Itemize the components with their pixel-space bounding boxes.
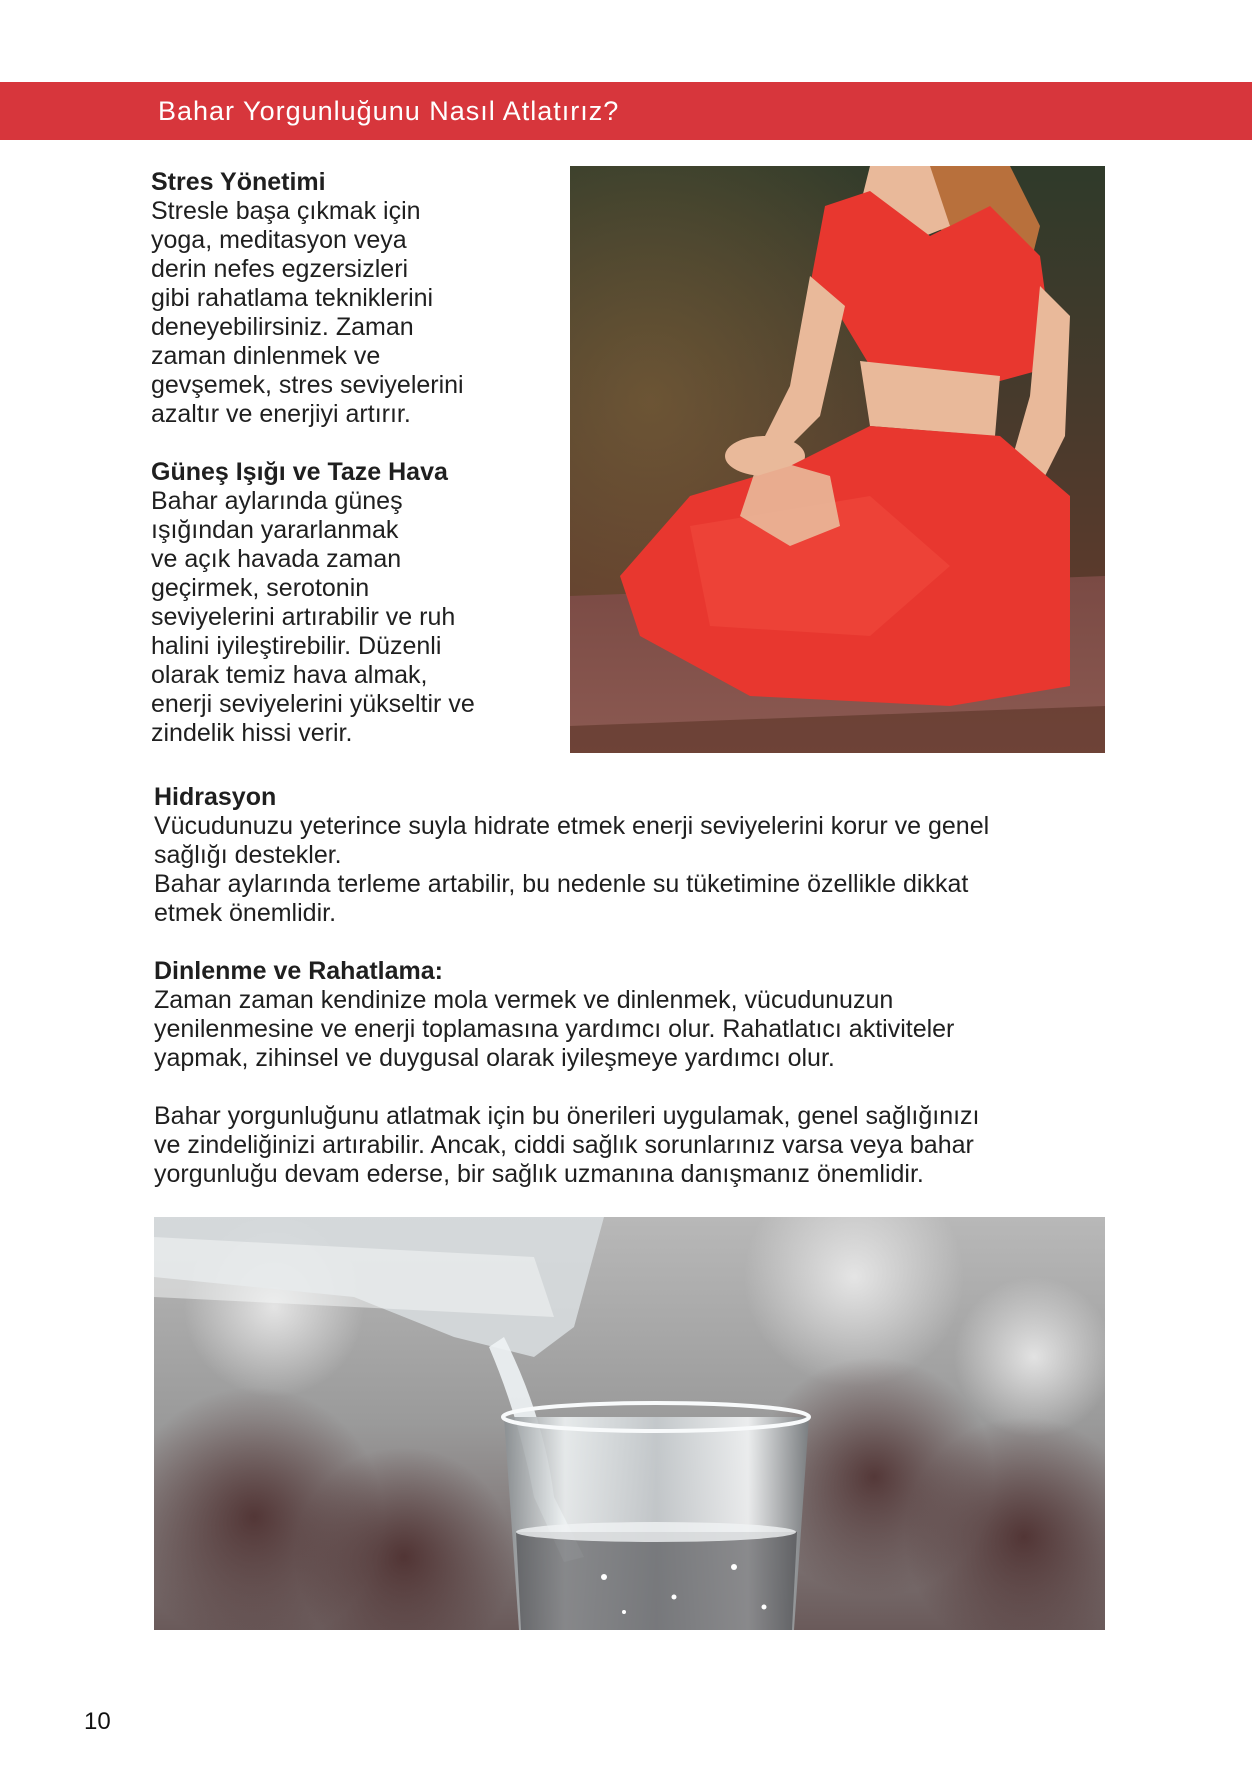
- text-line: Bahar aylarında güneş: [151, 487, 403, 515]
- text-line: ışığından yararlanmak: [151, 516, 399, 544]
- text-line: Bahar yorgunluğunu atlatmak için bu önerileri uygulamak, genel sağlığınızı: [154, 1102, 980, 1130]
- text-line: deneyebilirsiniz. Zaman: [151, 313, 414, 341]
- text-line: gevşemek, stres seviyelerini: [151, 371, 464, 399]
- text-line: azaltır ve enerjiyi artırır.: [151, 400, 411, 428]
- section-heading: Dinlenme ve Rahatlama:: [154, 957, 443, 985]
- text-line: Stresle başa çıkmak için: [151, 197, 421, 225]
- text-line: sağlığı destekler.: [154, 841, 342, 869]
- text-line: derin nefes egzersizleri: [151, 255, 409, 283]
- conclusion: [154, 1102, 1114, 1189]
- text-line: zindelik hissi verir.: [151, 719, 353, 747]
- page-number: 10: [84, 1708, 111, 1735]
- section-rest: [154, 957, 1114, 1073]
- text-line: Bahar aylarında terleme artabilir, bu nedenle su tüketimine özellikle dikkat: [154, 870, 969, 898]
- section-stress: [151, 168, 551, 429]
- text-line: gibi rahatlama tekniklerini: [151, 284, 434, 312]
- section-sunlight: [151, 458, 551, 748]
- yoga-photo: [570, 166, 1105, 753]
- section-heading: Güneş Işığı ve Taze Hava: [151, 458, 448, 486]
- spacer: [154, 1073, 1114, 1102]
- spacer: [151, 429, 551, 458]
- text-line: Vücudunuzu yeterince suyla hidrate etmek enerji seviyelerini korur ve genel: [154, 812, 990, 840]
- text-line: geçirmek, serotonin: [151, 574, 370, 602]
- spacer: [154, 928, 1114, 957]
- text-line: ve açık havada zaman: [151, 545, 402, 573]
- text-line: olarak temiz hava almak,: [151, 661, 428, 689]
- section-hydration: [154, 783, 1114, 928]
- text-line: yoga, meditasyon veya: [151, 226, 407, 254]
- text-line: yapmak, zihinsel ve duygusal olarak iyileşmeye yardımcı olur.: [154, 1044, 835, 1072]
- water-photo: [154, 1217, 1105, 1630]
- section-heading: Stres Yönetimi: [151, 168, 326, 196]
- text-line: yenilenmesine ve enerji toplamasına yardımcı olur. Rahatlatıcı aktiviteler: [154, 1015, 955, 1043]
- text-line: enerji seviyelerini yükseltir ve: [151, 690, 475, 718]
- left-column: [151, 168, 551, 748]
- text-line: halini iyileştirebilir. Düzenli: [151, 632, 442, 660]
- section-heading: Hidrasyon: [154, 783, 277, 811]
- header-banner: [0, 82, 1252, 140]
- text-line: seviyelerini artırabilir ve ruh: [151, 603, 456, 631]
- text-line: ve zindeliğinizi artırabilir. Ancak, ciddi sağlık sorunlarınız varsa veya bahar: [154, 1131, 974, 1159]
- full-width-text: [154, 783, 1114, 1189]
- text-line: etmek önemlidir.: [154, 899, 337, 927]
- text-line: zaman dinlenmek ve: [151, 342, 381, 370]
- text-line: Zaman zaman kendinize mola vermek ve dinlenmek, vücudunuzun: [154, 986, 894, 1014]
- text-line: yorgunluğu devam ederse, bir sağlık uzmanına danışmanız önemlidir.: [154, 1160, 924, 1188]
- page-title: Bahar Yorgunluğunu Nasıl Atlatırız?: [158, 96, 620, 126]
